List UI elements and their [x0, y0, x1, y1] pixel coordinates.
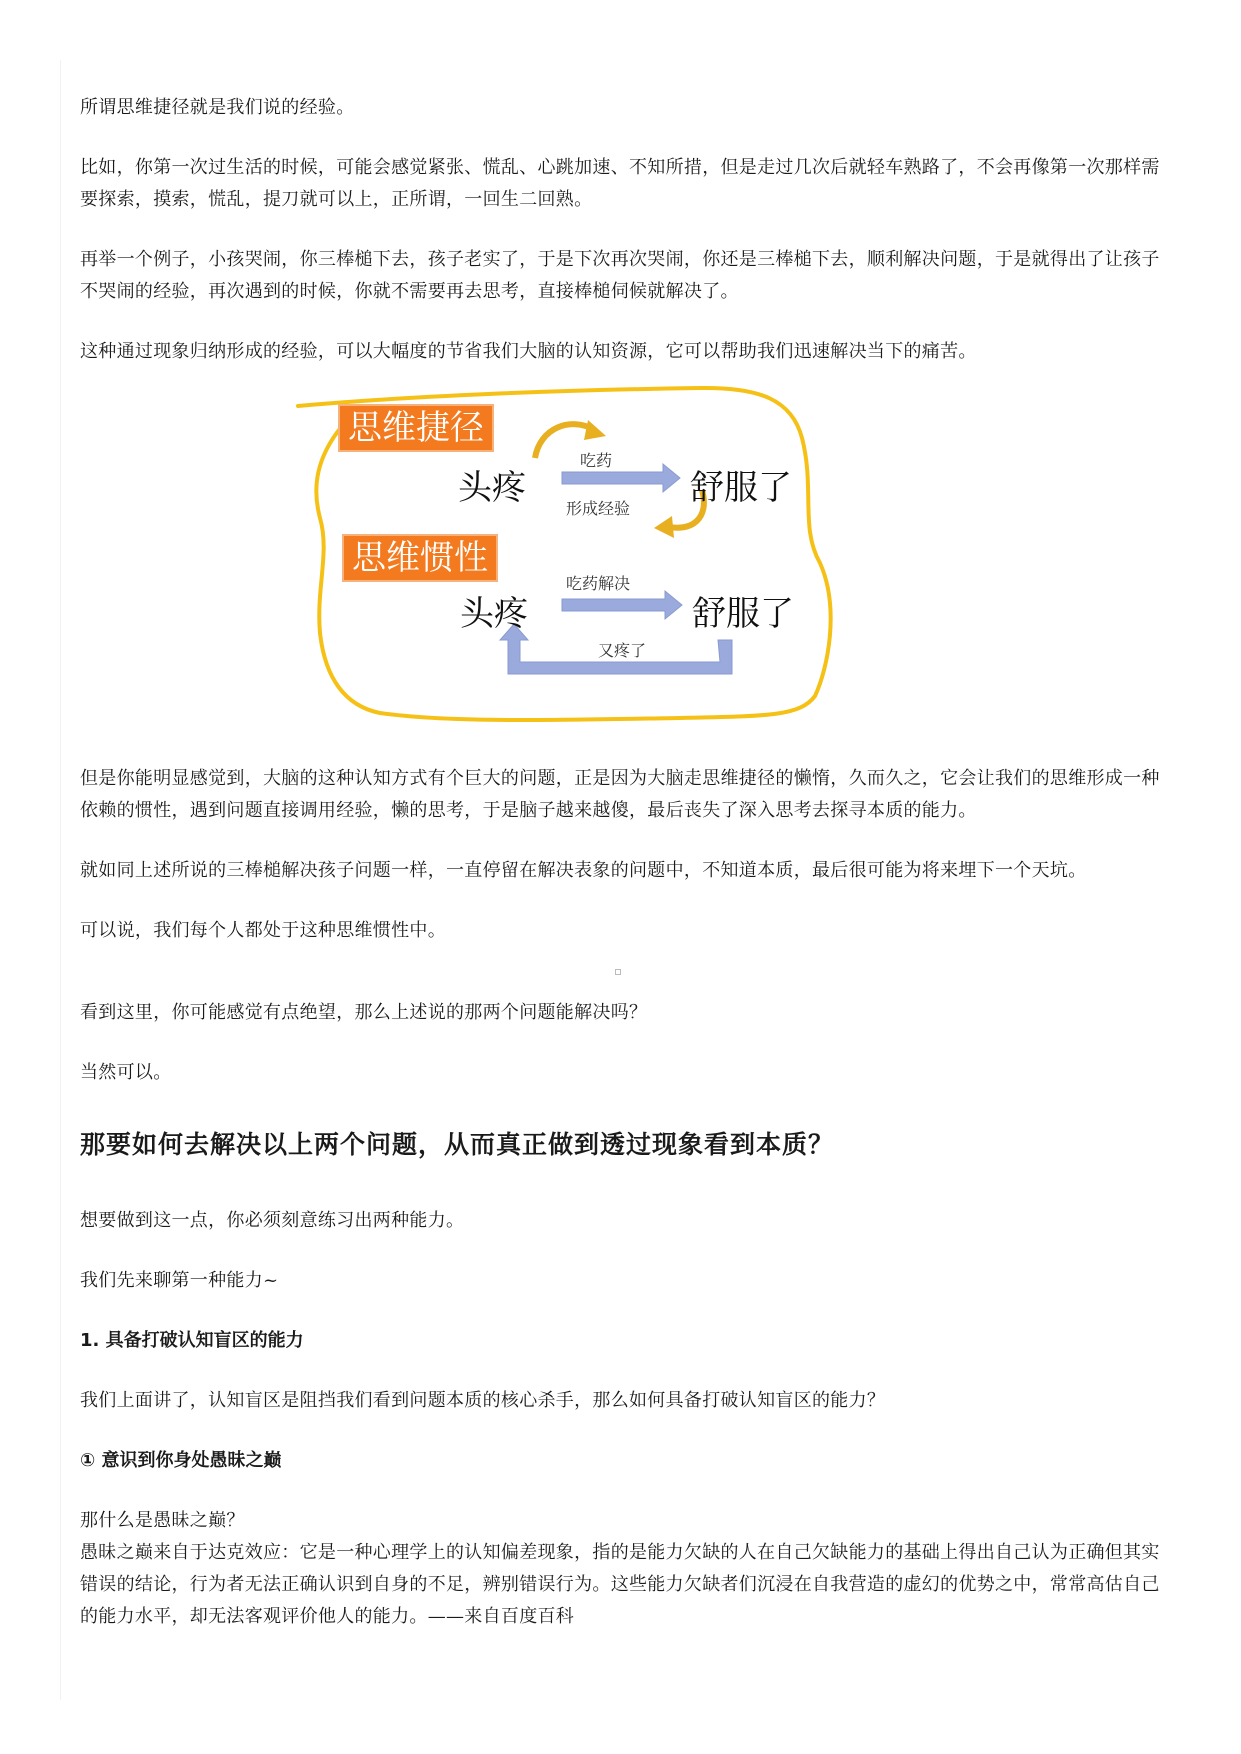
paragraph-3: 再举一个例子，小孩哭闹，你三棒槌下去，孩子老实了，于是下次再次哭闹，你还是三棒槌下去，顺利解决问题，于是就得出了让孩子不哭闹的经验，再次遇到的时候，你就不需要再去思考，直接棒槌伺候就解决了。: [80, 249, 1160, 302]
curve-arrow-top-head: [584, 420, 606, 440]
label-hurt-again: 又疼了: [598, 641, 647, 660]
paragraph-2: 比如，你第一次过生活的时候，可能会感觉紧张、慌乱、心跳加速、不知所措，但是走过几次后就轻车熟路了，不会再像第一次那样需要探索，摸索，慌乱，提刀就可以上，正所谓，一回生二回熟。: [80, 157, 1160, 210]
paragraph-10: 想要做到这一点，你必须刻意练习出两种能力。: [80, 1210, 465, 1231]
paragraph-9: 当然可以。: [80, 1062, 172, 1083]
paragraph-6: 就如同上述所说的三棒槌解决孩子问题一样，一直停留在解决表象的问题中，不知道本质，最后很可能为将来埋下一个天坑。: [80, 860, 1087, 881]
label-take-medicine-solve: 吃药解决: [566, 574, 631, 593]
label-comfortable-bottom: 舒服了: [692, 594, 794, 634]
curve-arrow-bottom-head: [654, 516, 674, 538]
sub-heading-ability-1: 1. 具备打破认知盲区的能力: [80, 1330, 304, 1351]
paragraph-8: 看到这里，你可能感觉有点绝望，那么上述说的那两个问题能解决吗？: [80, 1002, 648, 1023]
label-take-medicine: 吃药: [580, 451, 613, 470]
paragraph-11: 我们先来聊第一种能力~: [80, 1270, 279, 1291]
paragraph-13: 那什么是愚昧之巅？: [80, 1510, 245, 1531]
tag-thinking-inertia: 思维惯性: [342, 534, 498, 582]
arrow-bottom: [562, 591, 682, 619]
paragraph-4: 这种通过现象归纳形成的经验，可以大幅度的节省我们大脑的认知资源，它可以帮助我们迅速解决当下的痛苦。: [80, 341, 977, 362]
paragraph-7: 可以说，我们每个人都处于这种思维惯性中。: [80, 920, 446, 941]
paragraph-12: 我们上面讲了，认知盲区是阻挡我们看到问题本质的核心杀手，那么如何具备打破认知盲区的能力？: [80, 1390, 886, 1411]
image-placeholder-mark: [80, 947, 1165, 997]
paragraph-14: 愚昧之巅来自于达克效应：它是一种心理学上的认知偏差现象，指的是能力欠缺的人在自己欠缺能力的基础上得出自己认为正确但其实错误的结论，行为者无法正确认识到自身的不足，辨别错误行为。这些能力欠缺者们沉浸在自我营造的虚幻的优势之中，常常高估自己的能力水平，却无法客观评价他人的能力。——来自百度百科: [80, 1542, 1160, 1627]
thinking-shortcut-diagram: [80, 378, 1165, 753]
label-headache-bottom: 头疼: [460, 594, 528, 634]
diagram-graphics: [80, 378, 1165, 753]
tag-thinking-shortcut: 思维捷径: [338, 404, 494, 452]
label-form-experience: 形成经验: [566, 499, 631, 518]
paragraph-5: 但是你能明显感觉到，大脑的这种认知方式有个巨大的问题，正是因为大脑走思维捷径的懒惰，久而久之，它会让我们的思维形成一种依赖的惯性，遇到问题直接调用经验，懒的思考，于是脑子越来越傻，最后丧失了深入思考去探寻本质的能力。: [80, 768, 1160, 821]
section-heading: 那要如何去解决以上两个问题，从而真正做到透过现象看到本质？: [80, 1130, 835, 1159]
article-content: [80, 92, 1165, 1633]
paragraph-1: 所谓思维捷径就是我们说的经验。: [80, 97, 355, 118]
sub-heading-peak-of-ignorance: ① 意识到你身处愚昧之巅: [80, 1450, 282, 1471]
page-edge: [60, 60, 61, 1700]
label-headache-top: 头疼: [458, 468, 526, 508]
label-comfortable-top: 舒服了: [690, 468, 792, 508]
